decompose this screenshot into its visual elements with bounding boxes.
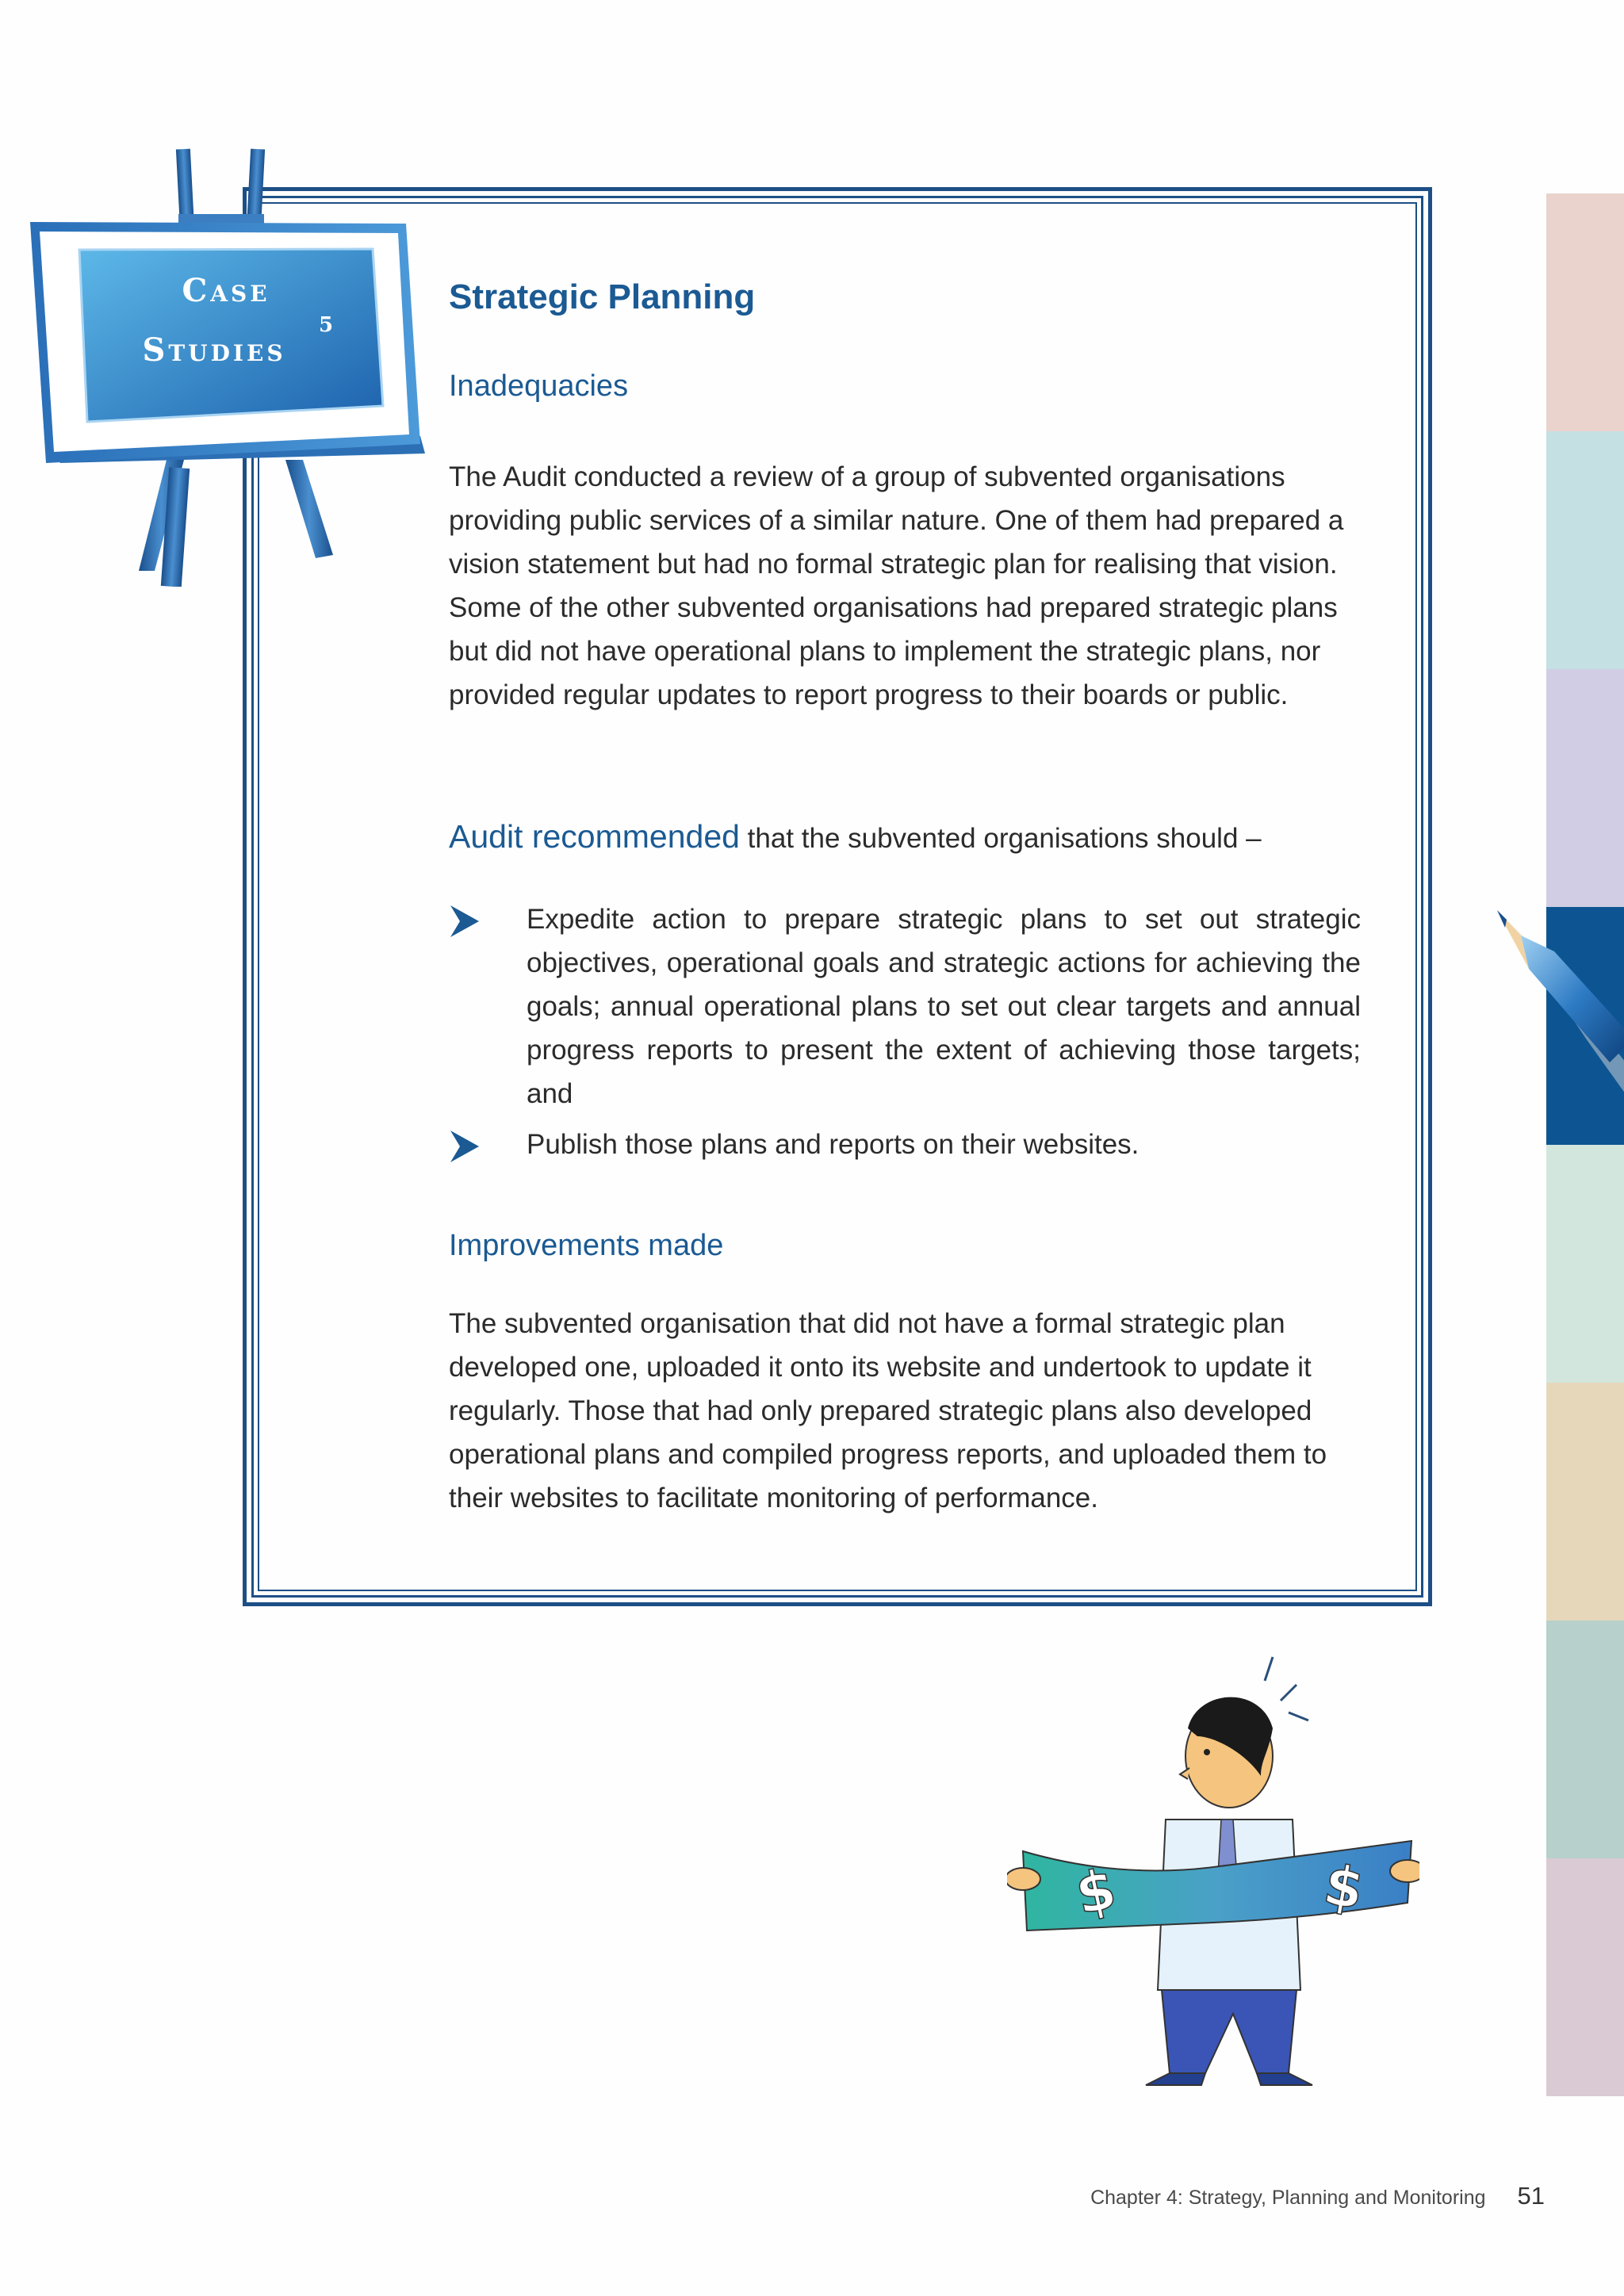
chapter-tab: [1546, 1383, 1624, 1621]
chapter-tab: [1546, 1858, 1624, 2096]
badge-superscript: 5: [319, 313, 334, 337]
badge-line-1: Case: [182, 272, 270, 309]
svg-text:$: $: [1070, 1855, 1122, 1928]
page-number: 51: [1517, 2182, 1545, 2210]
pencil-illustration: [1491, 904, 1624, 1094]
page-title: Strategic Planning: [449, 277, 756, 316]
easel-illustration: [24, 143, 436, 587]
chapter-tab: [1546, 431, 1624, 669]
chapter-tab: [1546, 1145, 1624, 1383]
chapter-label: Chapter 4: Strategy, Planning and Monitoring: [1090, 2187, 1486, 2209]
recommendation-lead: Audit recommended: [449, 818, 740, 855]
chapter-tab: [1546, 193, 1624, 431]
chevron-right-icon: [449, 1129, 481, 1164]
chapter-tab: [1546, 1621, 1624, 1858]
bullet-text: Publish those plans and reports on their websites.: [527, 1129, 1139, 1160]
page-footer: [1090, 2182, 1545, 2210]
improvements-paragraph: The subvented organisation that did not have a formal strategic plan developed one, uploaded it onto its website and undertook to update it regularly. Those that had only prepared strategic plans also developed operational plans and compiled progress reports, and uploaded them to their websites to facilitate monitoring of performance.: [449, 1308, 1327, 1513]
improvements-heading: Improvements made: [449, 1229, 724, 1262]
list-item: [449, 897, 1361, 1115]
inadequacies-paragraph: The Audit conducted a review of a group of subvented organisations providing public services of a similar nature. One of them had prepared a vision statement but had no formal strategic plan for realising that vision. Some of the other subvented organisations had prepared strategic plans but did not have operational plans to implement the strategic plans, nor provided regular updates to report progress to their boards or public.: [449, 461, 1344, 710]
chapter-tabs: [1546, 193, 1624, 2096]
chapter-tab: [1546, 669, 1624, 907]
list-item: [449, 1123, 1361, 1166]
man-stretching-money-illustration: [1007, 1641, 1419, 2093]
recommendation-rest: that the subvented organisations should –: [739, 823, 1262, 854]
bullet-text: Expedite action to prepare strategic plans to set out strategic objectives, operational goals and strategic actions for achieving the goals; annual operational plans to set out clear targets and annual progress reports to present the extent of achieving those targets; and: [527, 904, 1361, 1109]
svg-text:$: $: [1319, 1851, 1369, 1923]
inadequacies-heading: Inadequacies: [449, 369, 629, 403]
badge-line-2: Studies: [142, 331, 286, 369]
recommendation-intro: [449, 818, 1262, 855]
chevron-right-icon: [449, 904, 481, 939]
